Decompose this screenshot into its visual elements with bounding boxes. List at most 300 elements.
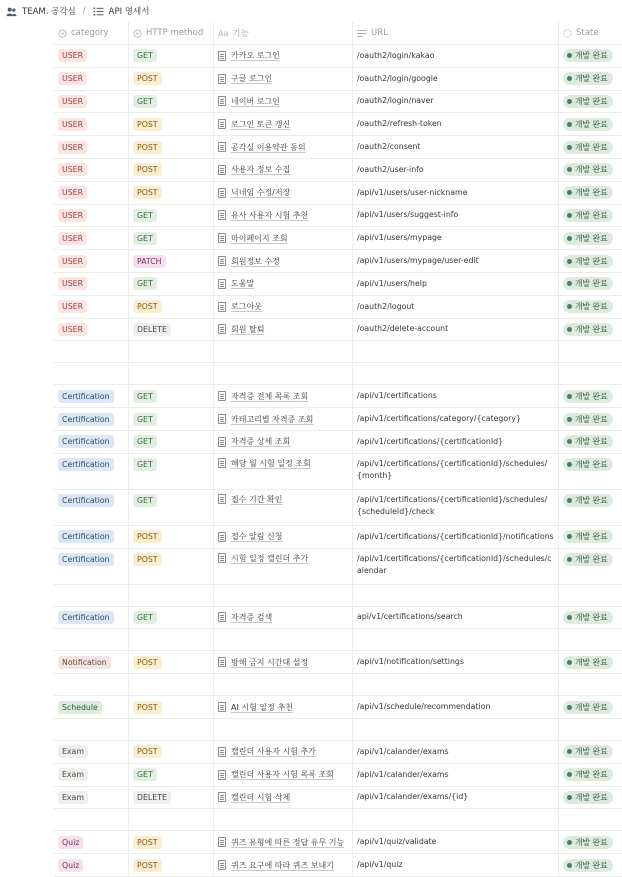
table-row[interactable] xyxy=(54,250,622,273)
table-row[interactable] xyxy=(54,159,622,182)
method-cell[interactable] xyxy=(129,764,214,786)
name-cell[interactable] xyxy=(214,296,353,318)
category-cell[interactable] xyxy=(54,319,129,341)
url-cell[interactable] xyxy=(353,113,559,135)
empty-row[interactable] xyxy=(54,809,622,831)
column-label-category: category xyxy=(71,28,109,38)
url-cell[interactable] xyxy=(353,431,559,453)
name-cell[interactable] xyxy=(214,385,353,407)
url-cell[interactable] xyxy=(353,549,559,584)
category-cell[interactable] xyxy=(54,741,129,763)
method-cell[interactable] xyxy=(129,526,214,548)
state-cell[interactable] xyxy=(559,549,622,584)
table-row[interactable] xyxy=(54,490,622,526)
api-name[interactable]: 자격증 전체 목록 조회 xyxy=(231,391,309,401)
state-cell[interactable] xyxy=(559,296,622,318)
empty-cell[interactable] xyxy=(559,674,622,695)
method-cell[interactable] xyxy=(129,68,214,90)
api-name[interactable]: 로그인 토큰 갱신 xyxy=(231,119,291,129)
empty-cell[interactable] xyxy=(129,629,214,650)
state-cell[interactable] xyxy=(559,159,622,181)
api-url: /api/v1/users/mypage/user-edit xyxy=(357,256,479,266)
column-header-url[interactable] xyxy=(353,22,559,44)
category-cell[interactable] xyxy=(54,490,129,525)
url-cell[interactable] xyxy=(353,454,559,489)
empty-cell[interactable] xyxy=(353,809,559,830)
name-cell[interactable] xyxy=(214,408,353,430)
state-cell[interactable] xyxy=(559,45,622,67)
name-cell[interactable] xyxy=(214,526,353,548)
category-cell[interactable] xyxy=(54,159,129,181)
api-url: /api/v1/users/suggest-info xyxy=(357,210,459,220)
api-name[interactable]: 공각실 이용약관 동의 xyxy=(231,142,306,152)
category-cell[interactable] xyxy=(54,607,129,629)
status-label: 개발 완료 xyxy=(575,188,608,198)
table-row[interactable] xyxy=(54,227,622,250)
category-cell[interactable] xyxy=(54,431,129,453)
method-cell[interactable] xyxy=(129,696,214,718)
table-row[interactable] xyxy=(54,696,622,719)
column-header-state[interactable] xyxy=(559,22,622,44)
name-cell[interactable] xyxy=(214,182,353,204)
status-dot-icon xyxy=(567,304,572,309)
category-cell[interactable] xyxy=(54,385,129,407)
url-cell[interactable] xyxy=(353,607,559,629)
method-cell[interactable] xyxy=(129,205,214,227)
table-row[interactable] xyxy=(54,385,622,408)
state-cell[interactable] xyxy=(559,696,622,718)
state-cell[interactable] xyxy=(559,408,622,430)
api-url: /api/v1/quiz/validate xyxy=(357,837,437,847)
empty-cell[interactable] xyxy=(214,629,353,650)
state-cell[interactable] xyxy=(559,227,622,249)
category-tag: Certification xyxy=(58,494,114,507)
name-cell[interactable] xyxy=(214,607,353,629)
page-icon xyxy=(218,770,226,780)
state-cell[interactable] xyxy=(559,764,622,786)
method-cell[interactable] xyxy=(129,250,214,272)
breadcrumb-page[interactable]: API 명세서 xyxy=(108,7,150,17)
page-icon xyxy=(218,837,226,847)
api-name[interactable]: 구글 로그인 xyxy=(231,74,273,84)
empty-cell[interactable] xyxy=(559,363,622,384)
category-cell[interactable] xyxy=(54,787,129,809)
table-row[interactable] xyxy=(54,787,622,810)
category-tag: Notification xyxy=(58,656,111,669)
column-header-method[interactable] xyxy=(129,22,214,44)
status-badge xyxy=(563,390,613,403)
api-name[interactable]: AI 시험 일정 추천 xyxy=(231,702,293,712)
empty-cell[interactable] xyxy=(214,341,353,362)
category-cell[interactable] xyxy=(54,651,129,673)
url-cell[interactable] xyxy=(353,490,559,525)
api-name[interactable]: 회원 탈퇴 xyxy=(231,324,265,334)
empty-cell[interactable] xyxy=(559,341,622,362)
name-cell[interactable] xyxy=(214,319,353,341)
method-cell[interactable] xyxy=(129,159,214,181)
category-cell[interactable] xyxy=(54,526,129,548)
select-property-icon xyxy=(58,29,67,38)
name-cell[interactable] xyxy=(214,651,353,673)
page-icon xyxy=(218,532,226,542)
state-cell[interactable] xyxy=(559,787,622,809)
table-row[interactable] xyxy=(54,182,622,205)
state-cell[interactable] xyxy=(559,607,622,629)
name-cell[interactable] xyxy=(214,764,353,786)
name-cell[interactable] xyxy=(214,273,353,295)
table-row[interactable] xyxy=(54,764,622,787)
state-cell[interactable] xyxy=(559,385,622,407)
category-cell[interactable] xyxy=(54,831,129,853)
api-name[interactable]: 시험 일정 캘린더 추가 xyxy=(231,553,309,563)
empty-row[interactable] xyxy=(54,363,622,385)
state-cell[interactable] xyxy=(559,91,622,113)
method-tag: GET xyxy=(133,768,157,781)
page-icon xyxy=(218,96,226,106)
method-cell[interactable] xyxy=(129,651,214,673)
category-cell[interactable] xyxy=(54,296,129,318)
method-cell[interactable] xyxy=(129,408,214,430)
table-row[interactable] xyxy=(54,136,622,159)
status-dot-icon xyxy=(567,53,572,58)
column-header-category[interactable] xyxy=(54,22,129,44)
empty-cell[interactable] xyxy=(559,719,622,740)
name-cell[interactable] xyxy=(214,787,353,809)
method-cell[interactable] xyxy=(129,182,214,204)
empty-cell[interactable] xyxy=(129,674,214,695)
page-icon xyxy=(218,494,226,504)
table-row[interactable] xyxy=(54,526,622,549)
category-cell[interactable] xyxy=(54,227,129,249)
name-cell[interactable] xyxy=(214,490,353,525)
method-cell[interactable] xyxy=(129,273,214,295)
empty-cell[interactable] xyxy=(353,719,559,740)
api-name[interactable]: 카카오 로그인 xyxy=(231,51,280,61)
url-cell[interactable] xyxy=(353,68,559,90)
status-dot-icon xyxy=(567,394,572,399)
list-icon xyxy=(93,6,104,17)
status-badge xyxy=(563,209,613,222)
column-header-name[interactable] xyxy=(214,22,353,44)
api-name[interactable]: 캘린더 사용자 시험 추가 xyxy=(231,747,316,757)
name-cell[interactable] xyxy=(214,91,353,113)
method-cell[interactable] xyxy=(129,490,214,525)
title-property-icon: Aa xyxy=(218,28,229,38)
category-cell[interactable] xyxy=(54,205,129,227)
api-url: /oauth2/delete-account xyxy=(357,324,449,334)
empty-cell[interactable] xyxy=(129,363,214,384)
status-dot-icon xyxy=(567,259,572,264)
method-cell[interactable] xyxy=(129,91,214,113)
table-row[interactable] xyxy=(54,549,622,585)
empty-cell[interactable] xyxy=(129,719,214,740)
empty-cell[interactable] xyxy=(129,585,214,606)
category-cell[interactable] xyxy=(54,454,129,489)
api-url: /api/v1/certifications/{certificationId} xyxy=(357,436,504,446)
status-badge xyxy=(563,49,613,62)
url-cell[interactable] xyxy=(353,408,559,430)
page-icon xyxy=(218,414,226,424)
api-name[interactable]: 해당 월 시험 일정 조회 xyxy=(231,458,311,468)
api-name[interactable]: 사용자 정보 수집 xyxy=(231,165,291,175)
status-badge xyxy=(563,859,613,872)
api-name[interactable]: 회원정보 수정 xyxy=(231,256,280,266)
url-cell[interactable] xyxy=(353,651,559,673)
status-badge xyxy=(563,323,613,336)
name-cell[interactable] xyxy=(214,696,353,718)
name-cell[interactable] xyxy=(214,250,353,272)
category-cell[interactable] xyxy=(54,113,129,135)
category-cell[interactable] xyxy=(54,136,129,158)
method-cell[interactable] xyxy=(129,607,214,629)
select-property-icon xyxy=(133,29,142,38)
url-cell[interactable] xyxy=(353,764,559,786)
state-cell[interactable] xyxy=(559,273,622,295)
table-row[interactable] xyxy=(54,607,622,630)
status-badge xyxy=(563,553,613,566)
api-name[interactable]: 접수 기간 확인 xyxy=(231,494,283,504)
method-cell[interactable] xyxy=(129,385,214,407)
table-row[interactable] xyxy=(54,408,622,431)
url-cell[interactable] xyxy=(353,205,559,227)
url-cell[interactable] xyxy=(353,45,559,67)
page-icon xyxy=(218,437,226,447)
api-name[interactable]: 캘린더 시험 삭제 xyxy=(231,792,291,802)
url-cell[interactable] xyxy=(353,296,559,318)
empty-cell[interactable] xyxy=(54,363,129,384)
name-cell[interactable] xyxy=(214,227,353,249)
status-dot-icon xyxy=(567,534,572,539)
page-icon xyxy=(218,233,226,243)
api-name[interactable]: 자격증 검색 xyxy=(231,612,273,622)
status-badge xyxy=(563,163,613,176)
url-cell[interactable] xyxy=(353,854,559,876)
table-header xyxy=(54,22,622,45)
category-cell[interactable] xyxy=(54,68,129,90)
api-url: /oauth2/logout xyxy=(357,301,415,311)
empty-cell[interactable] xyxy=(129,809,214,830)
url-cell[interactable] xyxy=(353,136,559,158)
url-cell[interactable] xyxy=(353,319,559,341)
status-badge xyxy=(563,656,613,669)
url-cell[interactable] xyxy=(353,696,559,718)
empty-cell[interactable] xyxy=(54,629,129,650)
api-name[interactable]: 마이페이지 조회 xyxy=(231,233,288,243)
state-cell[interactable] xyxy=(559,182,622,204)
category-cell[interactable] xyxy=(54,408,129,430)
status-badge xyxy=(563,768,613,781)
state-cell[interactable] xyxy=(559,68,622,90)
table-row[interactable] xyxy=(54,831,622,854)
method-cell[interactable] xyxy=(129,787,214,809)
page-icon xyxy=(218,74,226,84)
category-tag: USER xyxy=(58,72,87,85)
name-cell[interactable] xyxy=(214,831,353,853)
empty-cell[interactable] xyxy=(353,363,559,384)
empty-cell[interactable] xyxy=(353,674,559,695)
api-name[interactable]: 접수 알림 신청 xyxy=(231,532,283,542)
category-cell[interactable] xyxy=(54,91,129,113)
status-badge xyxy=(563,277,613,290)
url-cell[interactable] xyxy=(353,227,559,249)
empty-cell[interactable] xyxy=(54,809,129,830)
api-name[interactable]: 도움말 xyxy=(231,279,255,289)
empty-cell[interactable] xyxy=(54,585,129,606)
name-cell[interactable] xyxy=(214,159,353,181)
method-cell[interactable] xyxy=(129,136,214,158)
state-cell[interactable] xyxy=(559,454,622,489)
category-cell[interactable] xyxy=(54,854,129,876)
state-cell[interactable] xyxy=(559,113,622,135)
state-cell[interactable] xyxy=(559,831,622,853)
empty-cell[interactable] xyxy=(559,629,622,650)
name-cell[interactable] xyxy=(214,205,353,227)
status-label: 개발 완료 xyxy=(575,279,608,289)
table-row[interactable] xyxy=(54,273,622,296)
state-cell[interactable] xyxy=(559,651,622,673)
state-cell[interactable] xyxy=(559,136,622,158)
table-row[interactable] xyxy=(54,651,622,674)
breadcrumb-workspace[interactable]: TEAM. 공각심 xyxy=(22,7,76,17)
url-cell[interactable] xyxy=(353,741,559,763)
empty-row[interactable] xyxy=(54,341,622,363)
empty-cell[interactable] xyxy=(353,341,559,362)
table-row[interactable] xyxy=(54,68,622,91)
url-cell[interactable] xyxy=(353,159,559,181)
page-icon xyxy=(218,391,226,401)
url-cell[interactable] xyxy=(353,787,559,809)
api-name[interactable]: 방해 금지 시간대 설정 xyxy=(231,657,309,667)
state-cell[interactable] xyxy=(559,431,622,453)
method-cell[interactable] xyxy=(129,854,214,876)
table-row[interactable] xyxy=(54,113,622,136)
name-cell[interactable] xyxy=(214,68,353,90)
empty-cell[interactable] xyxy=(214,809,353,830)
status-dot-icon xyxy=(567,462,572,467)
url-cell[interactable] xyxy=(353,831,559,853)
table-row[interactable] xyxy=(54,454,622,490)
api-name[interactable]: 캘린더 사용자 시험 목록 조회 xyxy=(231,770,334,780)
method-cell[interactable] xyxy=(129,454,214,489)
name-cell[interactable] xyxy=(214,136,353,158)
category-cell[interactable] xyxy=(54,764,129,786)
empty-row[interactable] xyxy=(54,585,622,607)
method-cell[interactable] xyxy=(129,431,214,453)
category-cell[interactable] xyxy=(54,549,129,584)
api-name[interactable]: 닉네임 수정/저장 xyxy=(231,188,291,198)
state-cell[interactable] xyxy=(559,319,622,341)
category-tag: USER xyxy=(58,141,87,154)
api-name[interactable]: 네이버 로그인 xyxy=(231,96,280,106)
method-cell[interactable] xyxy=(129,831,214,853)
state-cell[interactable] xyxy=(559,854,622,876)
empty-cell[interactable] xyxy=(54,674,129,695)
table-row[interactable] xyxy=(54,319,622,342)
empty-cell[interactable] xyxy=(54,341,129,362)
name-cell[interactable] xyxy=(214,454,353,489)
category-cell[interactable] xyxy=(54,696,129,718)
name-cell[interactable] xyxy=(214,113,353,135)
empty-cell[interactable] xyxy=(559,585,622,606)
name-cell[interactable] xyxy=(214,854,353,876)
empty-row[interactable] xyxy=(54,674,622,696)
empty-cell[interactable] xyxy=(214,585,353,606)
url-cell[interactable] xyxy=(353,91,559,113)
status-dot-icon xyxy=(567,122,572,127)
url-cell[interactable] xyxy=(353,385,559,407)
category-cell[interactable] xyxy=(54,45,129,67)
name-cell[interactable] xyxy=(214,549,353,584)
category-cell[interactable] xyxy=(54,250,129,272)
empty-cell[interactable] xyxy=(54,719,129,740)
table-row[interactable] xyxy=(54,205,622,228)
empty-row[interactable] xyxy=(54,719,622,741)
url-cell[interactable] xyxy=(353,273,559,295)
name-cell[interactable] xyxy=(214,741,353,763)
method-cell[interactable] xyxy=(129,113,214,135)
table-row[interactable] xyxy=(54,741,622,764)
api-name[interactable]: 퀴즈 유형에 따른 정답 유무 기능 xyxy=(231,837,345,847)
api-name[interactable]: 유사 사용자 시험 추천 xyxy=(231,210,309,220)
method-cell[interactable] xyxy=(129,45,214,67)
state-cell[interactable] xyxy=(559,205,622,227)
method-cell[interactable] xyxy=(129,227,214,249)
method-cell[interactable] xyxy=(129,549,214,584)
table-row[interactable] xyxy=(54,45,622,68)
api-name[interactable]: 로그아웃 xyxy=(231,302,262,312)
state-cell[interactable] xyxy=(559,250,622,272)
table-row[interactable] xyxy=(54,91,622,114)
method-cell[interactable] xyxy=(129,296,214,318)
empty-cell[interactable] xyxy=(129,341,214,362)
method-tag: GET xyxy=(133,390,157,403)
state-cell[interactable] xyxy=(559,526,622,548)
status-dot-icon xyxy=(567,99,572,104)
table-row[interactable] xyxy=(54,431,622,454)
status-dot-icon xyxy=(567,236,572,241)
api-url: /oauth2/consent xyxy=(357,142,421,152)
empty-row[interactable] xyxy=(54,629,622,651)
state-cell[interactable] xyxy=(559,741,622,763)
category-cell[interactable] xyxy=(54,273,129,295)
status-label: 개발 완료 xyxy=(575,747,608,757)
empty-cell[interactable] xyxy=(214,674,353,695)
url-cell[interactable] xyxy=(353,526,559,548)
url-cell[interactable] xyxy=(353,250,559,272)
empty-cell[interactable] xyxy=(214,363,353,384)
api-name[interactable]: 퀴즈 요구에 따라 퀴즈 보내기 xyxy=(231,860,334,870)
empty-cell[interactable] xyxy=(559,809,622,830)
name-cell[interactable] xyxy=(214,431,353,453)
api-url: /oauth2/refresh-token xyxy=(357,119,442,129)
method-cell[interactable] xyxy=(129,319,214,341)
category-cell[interactable] xyxy=(54,182,129,204)
empty-cell[interactable] xyxy=(353,629,559,650)
page-icon xyxy=(218,657,226,667)
url-cell[interactable] xyxy=(353,182,559,204)
api-url: /api/v1/calander/exams/{id} xyxy=(357,792,469,802)
table-row[interactable] xyxy=(54,296,622,319)
empty-cell[interactable] xyxy=(214,719,353,740)
name-cell[interactable] xyxy=(214,45,353,67)
method-cell[interactable] xyxy=(129,741,214,763)
method-tag: POST xyxy=(133,656,162,669)
state-cell[interactable] xyxy=(559,490,622,525)
empty-cell[interactable] xyxy=(353,585,559,606)
status-dot-icon xyxy=(567,145,572,150)
api-name[interactable]: 카테고리별 자격증 조회 xyxy=(231,414,314,424)
api-name[interactable]: 자격증 상세 조회 xyxy=(231,437,291,447)
